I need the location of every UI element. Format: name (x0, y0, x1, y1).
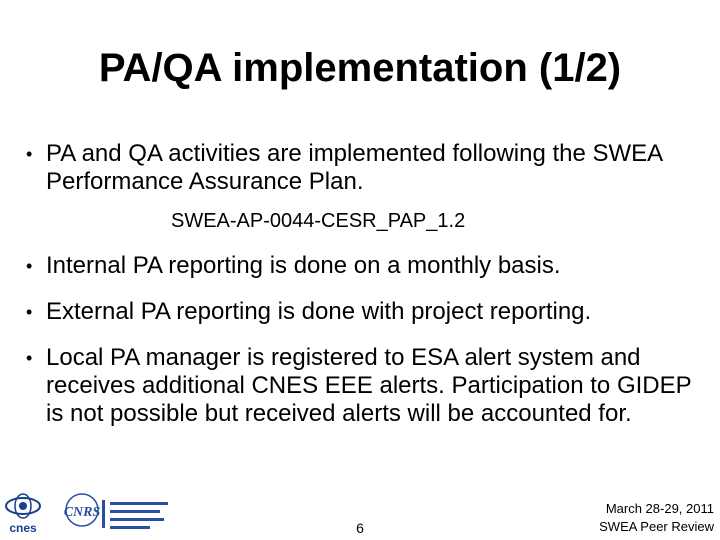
cnrs-logo (62, 488, 172, 538)
bullet-dot: • (26, 302, 33, 322)
footer-date: March 28-29, 2011 (605, 501, 714, 516)
bullet-list (26, 140, 706, 428)
bullet-item (26, 298, 706, 326)
cnes-logo-text: cnes (9, 521, 37, 535)
bullet-item (26, 140, 706, 196)
bullet-text: Local PA manager is registered to ESA alert system and receives additional CNES EEE alerts. Participation to GIDEP is not possible but received alerts will be accounted for. (46, 344, 692, 427)
document-reference: SWEA-AP-0044-CESR_PAP_1.2 (171, 210, 466, 232)
bullet-text: PA and QA activities are implemented following the SWEA Performance Assurance Plan. (46, 140, 662, 195)
slide-footer (0, 480, 720, 540)
bullet-text: External PA reporting is done with project reporting. (46, 298, 592, 325)
bullet-dot: • (26, 144, 33, 164)
slide-title: PA/QA implementation (1/2) (98, 46, 622, 90)
bullet-text: Internal PA reporting is done on a monthly basis. (46, 252, 561, 279)
cnes-logo (2, 492, 44, 538)
footer-event: SWEA Peer Review (599, 519, 714, 534)
cnrs-logo-text: CNRS (63, 505, 101, 520)
bullet-dot: • (26, 256, 33, 276)
page-number: 6 (356, 520, 364, 536)
bullet-item (26, 252, 706, 280)
bullet-dot: • (26, 348, 33, 368)
footer-info (554, 500, 714, 536)
bullet-item (26, 344, 706, 428)
